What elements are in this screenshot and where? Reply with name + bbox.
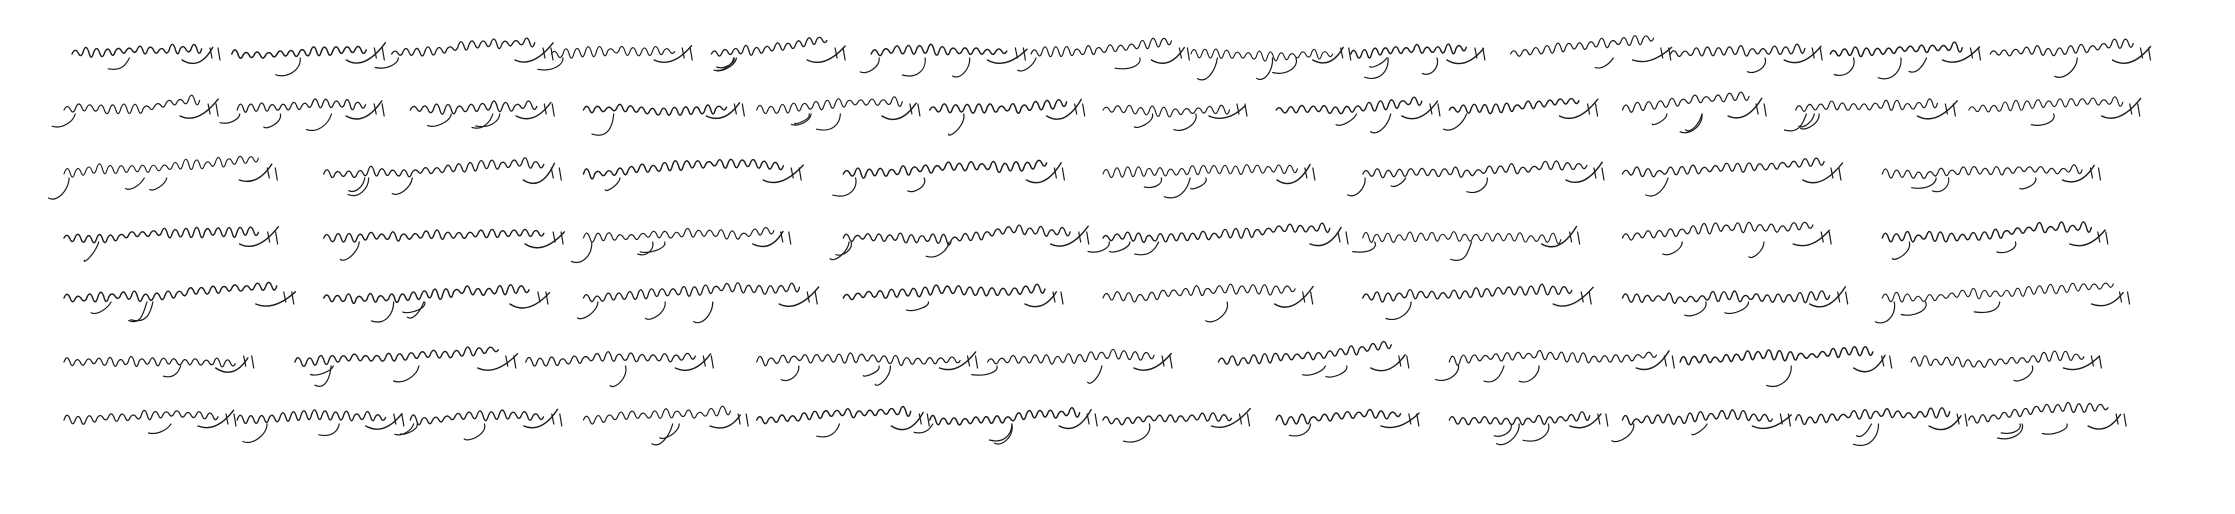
handwritten-word	[1623, 222, 1832, 257]
handwritten-word	[324, 229, 565, 260]
manuscript-line	[72, 36, 2151, 80]
handwritten-word	[833, 160, 1065, 196]
handwritten-word	[914, 408, 1097, 444]
handwritten-word	[1103, 284, 1313, 322]
handwritten-word	[1018, 38, 1190, 71]
handwritten-word	[1353, 227, 1580, 261]
handwritten-word	[830, 225, 1089, 260]
handwritten-word	[1623, 158, 1843, 196]
manuscript-line	[52, 92, 2141, 135]
handwritten-word	[930, 99, 1085, 135]
handwritten-word	[538, 46, 692, 70]
manuscript-line	[64, 282, 2130, 323]
handwritten-word	[1882, 165, 2100, 192]
handwritten-word	[1103, 104, 1247, 130]
handwritten-word	[1511, 36, 1672, 68]
handwritten-word	[1351, 44, 1485, 78]
handwritten-word	[1276, 97, 1440, 133]
handwritten-word	[860, 44, 1027, 77]
handwritten-word	[584, 159, 804, 190]
handwritten-word	[1623, 92, 1767, 133]
handwritten-word	[1830, 42, 1980, 79]
handwritten-word	[1882, 222, 2107, 259]
handwritten-word	[1671, 44, 1823, 72]
handwritten-word	[1276, 410, 1419, 436]
handwritten-word	[1436, 350, 1675, 382]
handwritten-word	[72, 44, 220, 69]
handwritten-word	[49, 156, 278, 199]
manuscript-line	[64, 402, 2126, 445]
handwritten-word	[1612, 410, 1791, 442]
handwritten-word	[757, 406, 930, 436]
handwritten-word	[410, 101, 554, 128]
handwritten-word	[232, 43, 386, 76]
handwritten-word	[52, 95, 218, 127]
handwritten-word	[237, 410, 404, 443]
handwritten-word	[64, 227, 278, 261]
handwritten-word	[1990, 39, 2150, 77]
handwritten-word	[526, 352, 714, 387]
manuscript-line	[49, 156, 2101, 199]
handwritten-word	[395, 409, 562, 440]
handwritten-word	[584, 103, 745, 135]
handwritten-word	[1796, 408, 1967, 446]
handwritten-word	[1680, 347, 1891, 387]
handwritten-word	[64, 282, 296, 321]
handwritten-word	[571, 228, 790, 263]
handwritten-word	[295, 347, 518, 386]
handwritten-word	[1969, 97, 2141, 125]
handwritten-word	[375, 38, 553, 68]
handwritten-word	[1103, 165, 1315, 198]
handwritten-word	[1623, 287, 1848, 316]
handwritten-word	[757, 97, 920, 130]
handwritten-word	[1218, 341, 1408, 377]
manuscript-line	[64, 341, 2101, 386]
handwritten-word	[577, 283, 818, 323]
handwritten-word	[1911, 351, 2101, 381]
handwritten-word	[584, 406, 749, 445]
handwritten-word	[1088, 223, 1348, 255]
handwritten-word	[64, 356, 254, 377]
handwritten-word	[1191, 47, 1351, 79]
handwritten-word	[1875, 283, 2129, 323]
handwritten-word	[64, 410, 236, 433]
handwritten-word	[1363, 284, 1593, 319]
handwritten-word	[324, 158, 561, 196]
handwritten-word	[1784, 99, 1957, 131]
handwritten-word	[220, 99, 384, 131]
handwritten-word	[1348, 161, 1604, 196]
handwritten-word	[757, 352, 978, 385]
manuscript-line	[64, 222, 2108, 263]
handwritten-word	[1444, 99, 1598, 131]
handwritten-word	[1103, 409, 1250, 442]
handwritten-word	[972, 349, 1172, 383]
handwritten-word	[324, 285, 550, 322]
handwritten-word	[1449, 412, 1608, 445]
handwritten-word	[711, 37, 845, 71]
handwritten-word	[843, 284, 1063, 310]
handwritten-word	[1969, 402, 2126, 438]
